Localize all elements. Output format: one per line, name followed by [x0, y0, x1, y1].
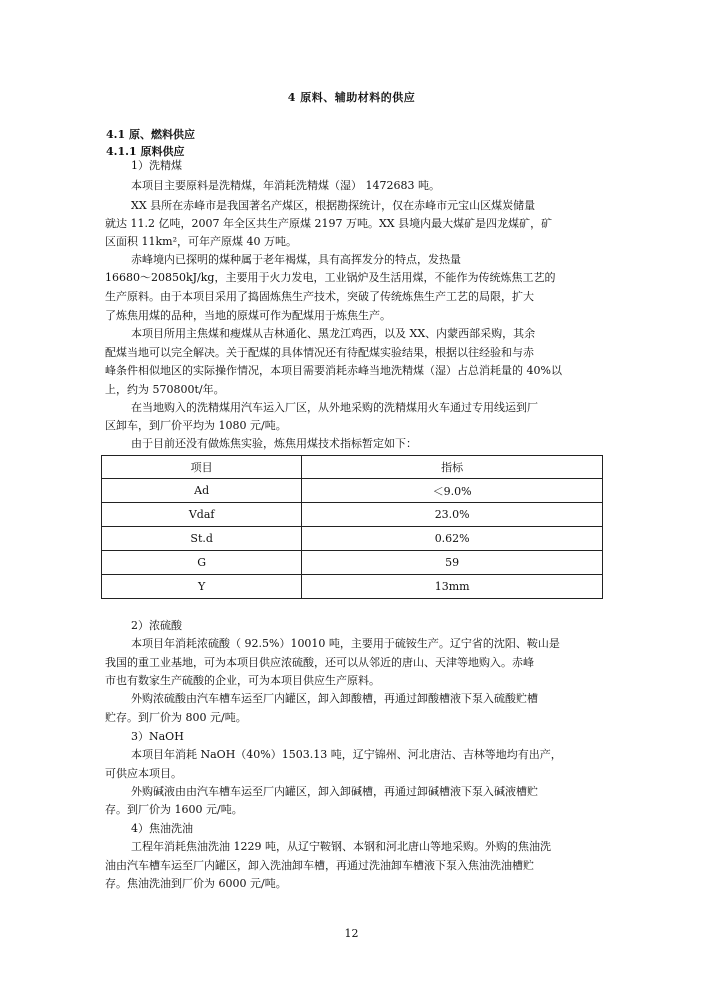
table-row — [102, 527, 603, 551]
paragraph-line: 上，约为 570800t/年。 — [105, 383, 225, 396]
paragraph-line: 1）洗精煤 — [131, 159, 182, 172]
table-row — [102, 479, 603, 503]
paragraph-line: 4）焦油洗油 — [131, 822, 193, 835]
table-cell: 23.0% — [302, 503, 603, 527]
table-header-row — [102, 456, 603, 479]
paragraph-line: 本项目主要原料是洗精煤，年消耗洗精煤（湿） 1472683 吨。 — [131, 179, 440, 192]
paragraph-line: 本项目年消耗 NaOH（40%）1503.13 吨，辽宁锦州、河北唐沽、吉林等地均有出产， — [131, 748, 562, 761]
paragraph-line: 了炼焦用煤的品种，当地的原煤可作为配煤用于炼焦生产。 — [105, 309, 391, 322]
table-row — [102, 551, 603, 575]
paragraph-line: 本项目所用主焦煤和瘦煤从吉林通化、黑龙江鸡西，以及 XX、内蒙西部采购，其余 — [131, 327, 536, 340]
subsection-title: 4.1.1 原料供应 — [106, 145, 185, 158]
paragraph-line: 外购浓硫酸由汽车槽车运至厂内罐区，卸入卸酸槽，再通过卸酸槽液下泵入硫酸贮槽 — [131, 692, 538, 705]
table-cell: 13mm — [302, 575, 603, 599]
paragraph-line: XX 县所在赤峰市是我国著名产煤区，根据勘探统计，仅在赤峰市元宝山区煤炭储量 — [131, 199, 536, 212]
table-header-cell: 项目 — [102, 456, 302, 479]
table-cell: Y — [102, 575, 302, 599]
page-number: 12 — [344, 927, 359, 940]
table-row — [102, 575, 603, 599]
paragraph-line: 工程年消耗焦油洗油 1229 吨，从辽宁鞍钢、本钢和河北唐山等地采购。外购的焦油洗 — [131, 840, 551, 853]
paragraph-line: 就达 11.2 亿吨，2007 年全区共生产原煤 2197 万吨。XX 县境内最大煤矿是四龙煤矿，矿 — [105, 217, 553, 230]
table-cell: Vdaf — [102, 503, 302, 527]
paragraph-line: 可供应本项目。 — [105, 767, 182, 780]
paragraph-line: 3）NaOH — [131, 730, 184, 743]
coal-spec-table — [101, 455, 603, 599]
paragraph-line: 16680～20850kJ/kg，主要用于火力发电，工业锅炉及生活用煤，不能作为传统炼焦工艺的 — [105, 271, 556, 284]
table-cell: 0.62% — [302, 527, 603, 551]
paragraph-line: 外购碱液由由汽车槽车运至厂内罐区，卸入卸碱槽，再通过卸碱槽液下泵入碱液槽贮 — [131, 785, 538, 798]
table-row — [102, 503, 603, 527]
paragraph-line: 区面积 11km²，可年产原煤 40 万吨。 — [105, 235, 297, 248]
table-cell: Ad — [102, 479, 302, 503]
table-cell: 59 — [302, 551, 603, 575]
paragraph-line: 区卸车，到厂价平均为 1080 元/吨。 — [105, 419, 287, 432]
paragraph-line: 我国的重工业基地，可为本项目供应浓硫酸，还可以从邻近的唐山、天津等地购入。赤峰 — [105, 656, 534, 669]
paragraph-line: 贮存。到厂价为 800 元/吨。 — [105, 711, 247, 724]
table-cell: St.d — [102, 527, 302, 551]
paragraph-line: 在当地购入的洗精煤用汽车运入厂区，从外地采购的洗精煤用火车通过专用线运到厂 — [131, 401, 538, 414]
paragraph-line: 生产原料。由于本项目采用了捣固炼焦生产技术，突破了传统炼焦生产工艺的局限，扩大 — [105, 290, 534, 303]
paragraph-line: 峰条件相似地区的实际操作情况，本项目需要消耗赤峰当地洗精煤（湿）占总消耗量的 40%以 — [105, 364, 562, 377]
paragraph-line: 配煤当地可以完全解决。关于配煤的具体情况还有待配煤实验结果，根据以往经验和与赤 — [105, 346, 534, 359]
table-cell: G — [102, 551, 302, 575]
paragraph-line: 由于目前还没有做炼焦实验，炼焦用煤技术指标暂定如下： — [131, 437, 417, 450]
paragraph-line: 2）浓硫酸 — [131, 619, 182, 632]
paragraph-line: 本项目年消耗浓硫酸（ 92.5%）10010 吨，主要用于硫铵生产。辽宁省的沈阳、鞍山是 — [131, 637, 560, 650]
section-title: 4.1 原、燃料供应 — [106, 128, 195, 141]
paragraph-line: 存。到厂价为 1600 元/吨。 — [105, 803, 243, 816]
paragraph-line: 存。焦油洗油到厂价为 6000 元/吨。 — [105, 877, 287, 890]
paragraph-line: 赤峰境内已探明的煤种属于老年褐煤，具有高挥发分的特点，发热量 — [131, 253, 461, 266]
chapter-title: 4 原料、辅助材料的供应 — [287, 91, 416, 104]
table-cell: ＜9.0% — [302, 479, 603, 503]
paragraph-line: 油由汽车槽车运至厂内罐区，卸入洗油卸车槽，再通过洗油卸车槽液下泵入焦油洗油槽贮 — [105, 859, 534, 872]
paragraph-line: 市也有数家生产硫酸的企业，可为本项目供应生产原料。 — [105, 674, 380, 687]
table-header-cell: 指标 — [302, 456, 603, 479]
